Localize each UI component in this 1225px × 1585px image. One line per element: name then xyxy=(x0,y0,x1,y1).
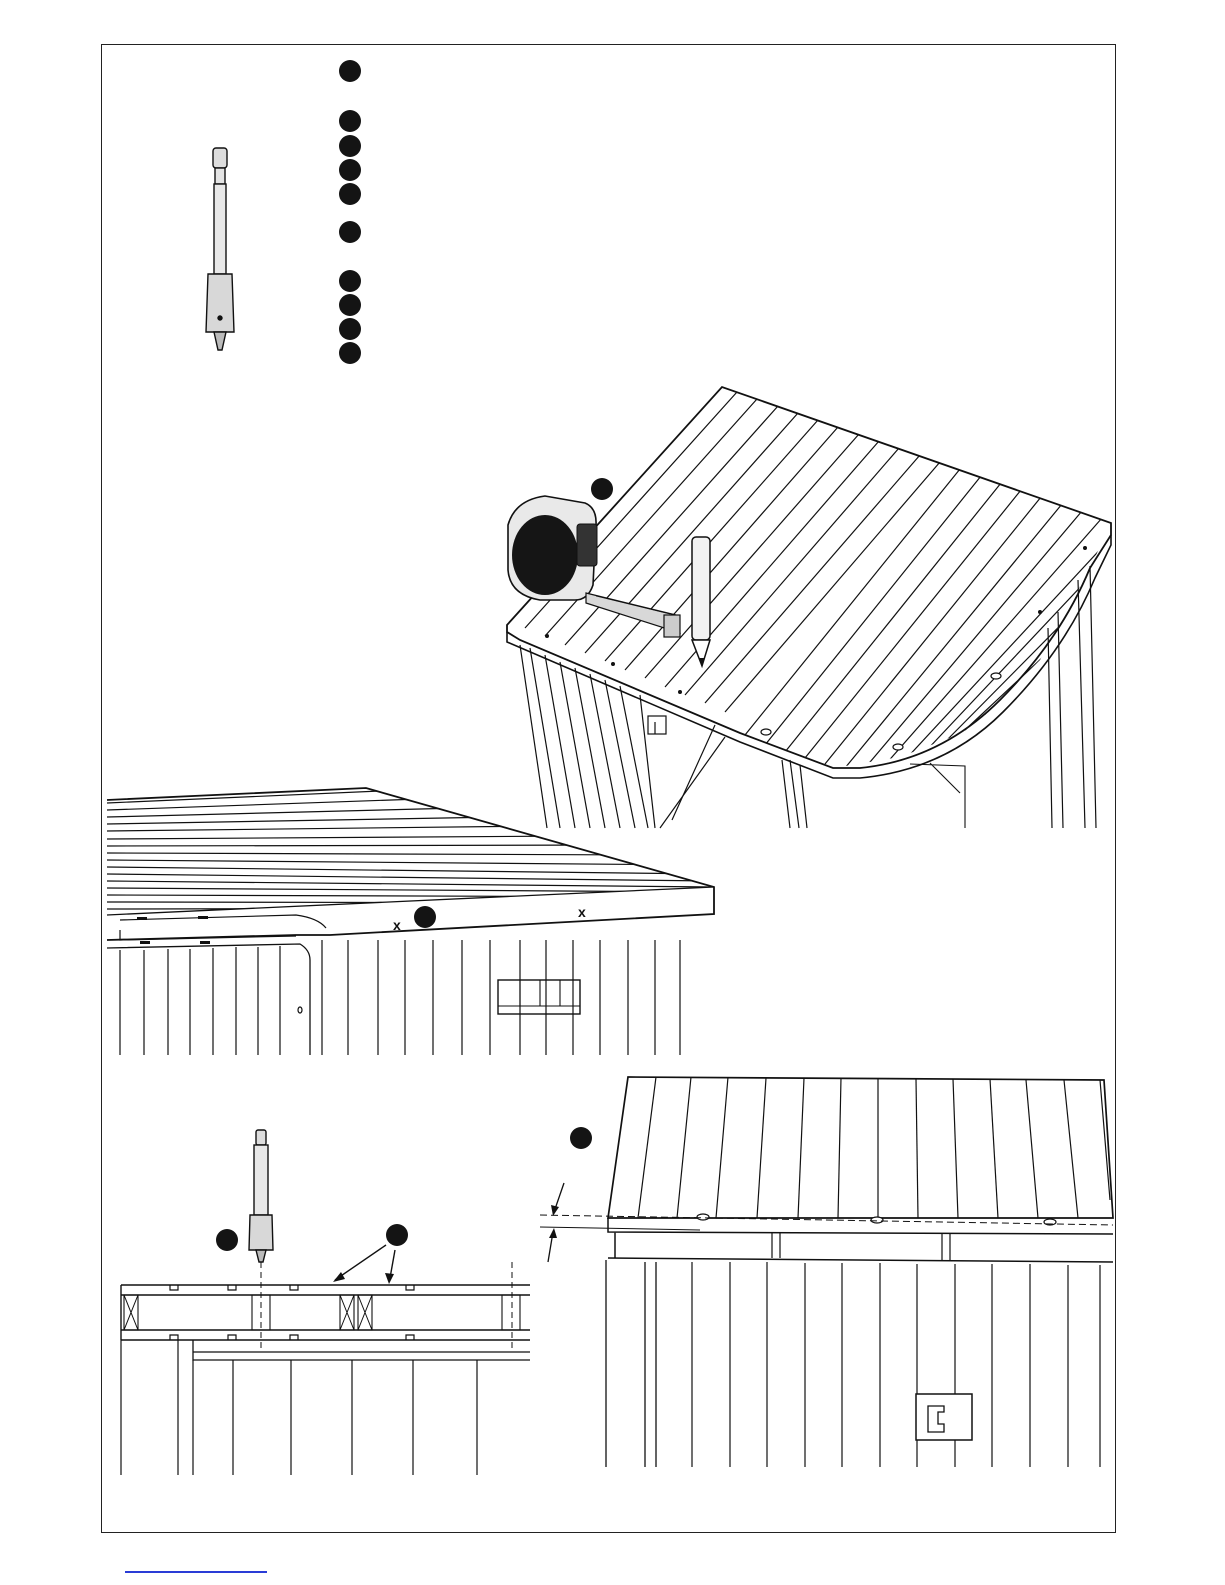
edge-mark-2: x xyxy=(578,904,586,920)
pencil-icon xyxy=(692,537,710,666)
drill-section-illustration xyxy=(121,1130,530,1475)
spade-drill-bit-icon xyxy=(249,1130,273,1262)
roof-measure-illustration xyxy=(507,387,1120,828)
footer-link-underline[interactable] xyxy=(125,1571,267,1573)
edge-mark-1: x xyxy=(393,917,401,933)
roof-edge-mark-illustration xyxy=(107,788,714,1055)
roof-front-illustration xyxy=(540,1077,1113,1467)
spade-drill-bit-icon xyxy=(206,148,234,350)
